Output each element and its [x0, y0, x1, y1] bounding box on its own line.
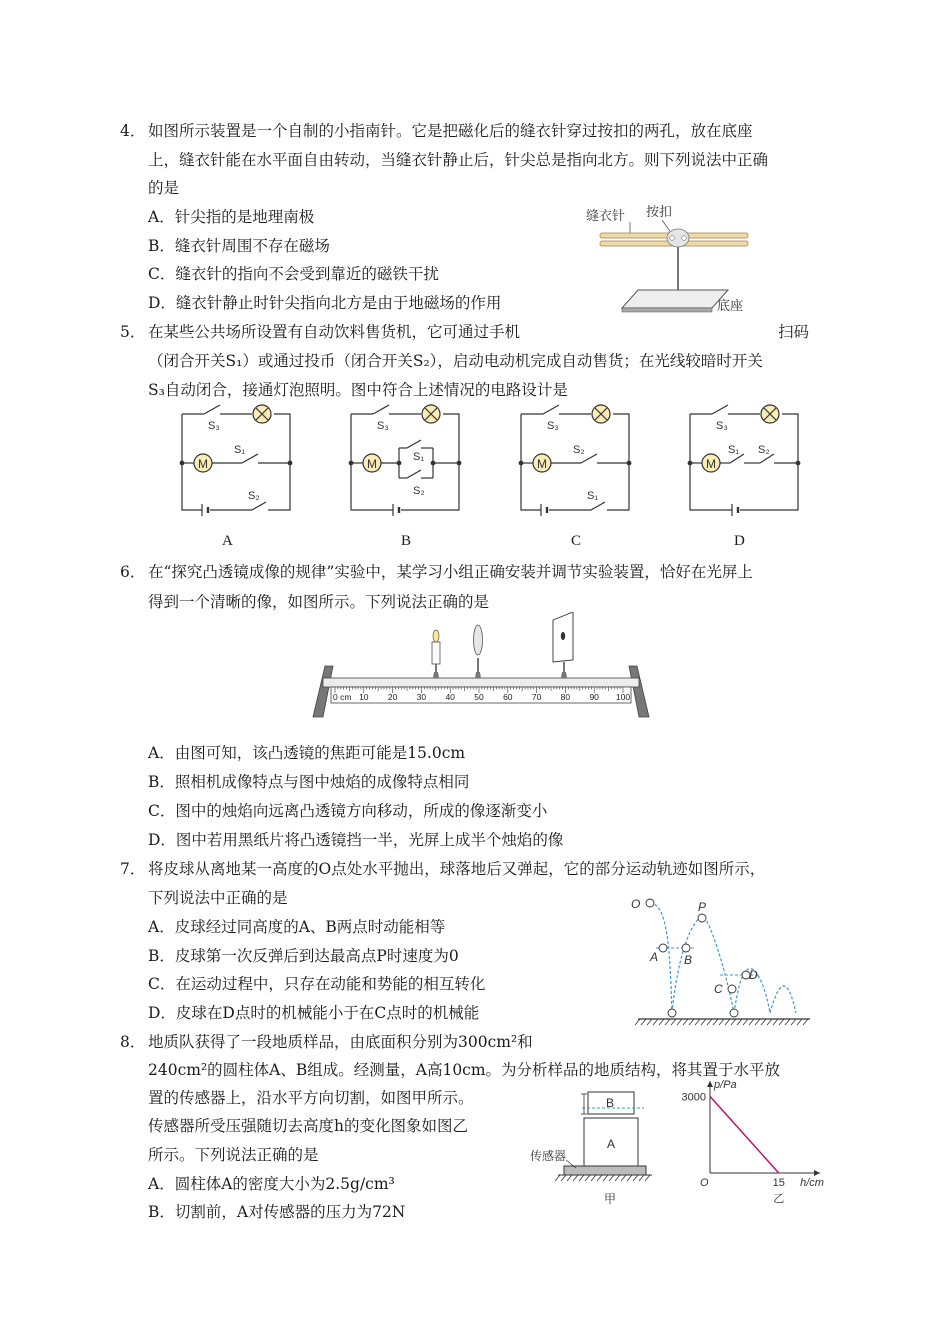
bench-rail — [323, 678, 639, 687]
ruler-tick-label: 80 — [560, 692, 571, 702]
base-label: 底座 — [717, 298, 744, 313]
svg-text:S₁: S₁ — [728, 444, 740, 456]
needle-label: 缝衣针 — [586, 208, 626, 223]
q5-number: 5． — [120, 323, 146, 341]
switch-top-label: S₃ — [208, 420, 220, 432]
sensor-plate — [564, 1166, 646, 1175]
q6-option-b: B．照相机成像特点与图中烛焰的成像特点相同 — [148, 773, 470, 791]
q8-option-b: B．切割前，A对传感器的压力为72N — [148, 1203, 406, 1221]
svg-text:S₂: S₂ — [573, 444, 585, 456]
ruler-tick-label: 0 cm — [333, 692, 352, 702]
x-tick-label: 15 — [772, 1177, 785, 1189]
q4-option-d: D．缝衣针静止时针尖指向北方是由于地磁场的作用 — [148, 294, 502, 312]
q7-option-b: B．皮球第一次反弹后到达最高点P时速度为0 — [148, 947, 459, 965]
circuit-a — [172, 398, 297, 523]
q7-stem-line-2: 下列说法中正确的是 — [148, 889, 288, 907]
sensor-figure — [528, 1086, 658, 1208]
svg-text:S₃: S₃ — [716, 420, 728, 432]
point-a — [659, 944, 667, 952]
q6-stem-line-1: 在“探究凸透镜成像的规律”实验中，某学习小组正确安装并调节实验装置，恰好在光屏上 — [148, 563, 753, 581]
screen-image — [561, 632, 565, 640]
base-plate — [622, 290, 728, 308]
x-axis-label: h/cm — [800, 1177, 824, 1189]
q4-option-c: C．缝衣针的指向不会受到靠近的磁铁干扰 — [148, 265, 439, 283]
q5-stem-line-2: （闭合开关S₁）或通过投币（闭合开关S₂），启动电动机完成自动售货；在光线较暗时开关 — [148, 352, 763, 370]
svg-text:S₂: S₂ — [413, 485, 425, 497]
origin-label: O — [700, 1177, 709, 1189]
q4-option-b: B．缝衣针周围不存在磁场 — [148, 237, 330, 255]
q6-option-c: C．图中的烛焰向远离凸透镜方向移动，所成的像逐渐变小 — [148, 802, 548, 820]
svg-text:S₃: S₃ — [377, 420, 389, 432]
q8-stem-line-3: 置的传感器上，沿水平方向切割，如图甲所示。 — [148, 1089, 474, 1107]
q6-number: 6． — [120, 563, 146, 581]
circuit-c — [511, 398, 636, 523]
q8-stem-line-4: 传感器所受压强随切去高度h的变化图象如图乙 — [148, 1117, 468, 1135]
svg-text:P: P — [698, 900, 707, 914]
q7-stem-line-1: 将皮球从离地某一高度的O点处水平抛出，球落地后又弹起，它的部分运动轨迹如图所示， — [148, 860, 766, 878]
candle-flame — [433, 630, 439, 642]
y-tick-label: 3000 — [681, 1091, 706, 1104]
optical-bench — [305, 612, 657, 722]
q4-stem-line-1: 如图所示装置是一个自制的小指南针。它是把磁化后的缝衣针穿过按扣的两孔，放在底座 — [148, 122, 753, 140]
circuit-c-caption: C — [571, 533, 582, 549]
ruler-tick-label: 10 — [359, 692, 369, 702]
svg-text:A: A — [607, 1137, 616, 1151]
svg-text:S₃: S₃ — [547, 420, 559, 432]
bounce-figure — [628, 893, 818, 1028]
q4-option-a: A．针尖指的是地理南极 — [148, 208, 315, 226]
point-c — [728, 985, 736, 993]
svg-text:S₁: S₁ — [587, 490, 599, 502]
candle — [432, 642, 440, 664]
svg-text:D: D — [749, 968, 758, 982]
svg-text:M: M — [706, 457, 716, 471]
svg-text:C: C — [714, 982, 723, 996]
q7-option-a: A．皮球经过同高度的A、B两点时动能相等 — [148, 918, 446, 936]
ruler-tick-label: 50 — [474, 692, 484, 702]
ruler-tick-label: 100 — [615, 692, 631, 702]
svg-text:S₂: S₂ — [758, 444, 770, 456]
svg-text:M: M — [367, 457, 377, 471]
ruler-tick-label: 20 — [387, 692, 398, 702]
q8-stem-line-1: 地质队获得了一段地质样品，由底面积分别为300cm²和 — [148, 1033, 533, 1051]
circuit-b-caption: B — [401, 533, 412, 549]
q7-option-d: D．皮球在D点时的机械能小于在C点时的机械能 — [148, 1004, 480, 1022]
circuit-a-caption: A — [222, 533, 233, 549]
ruler-tick-label: 60 — [503, 692, 513, 702]
q7-option-c: C．在运动过程中，只存在动能和势能的相互转化 — [148, 975, 486, 993]
q4-stem-line-3: 的是 — [148, 179, 180, 197]
svg-text:传感器: 传感器 — [530, 1149, 567, 1163]
svg-text:M: M — [537, 457, 547, 471]
compass-figure — [580, 198, 770, 318]
ruler-tick-label: 70 — [531, 692, 542, 702]
circuit-d — [680, 398, 805, 523]
pressure-chart — [680, 1075, 830, 1210]
q8-number: 8． — [120, 1033, 146, 1051]
q8-stem-line-2: 240cm²的圆柱体A、B组成。经测量，A高10cm。为分析样品的地质结构，将其置于水平放 — [148, 1061, 781, 1079]
x-axis-arrow — [814, 1170, 820, 1176]
circuit-d-caption: D — [734, 533, 745, 549]
ruler-tick-label: 30 — [416, 692, 427, 702]
q4-stem-line-2: 上，缝衣针能在水平面自由转动，当缝衣针静止后，针尖总是指向北方。则下列说法中正确 — [148, 151, 769, 169]
point-b — [682, 944, 690, 952]
convex-lens — [474, 625, 483, 655]
y-axis-arrow — [707, 1081, 713, 1087]
svg-text:O: O — [631, 897, 641, 911]
chart-caption: 乙 — [773, 1193, 785, 1205]
q4-number: 4． — [120, 122, 146, 140]
svg-text:B: B — [606, 1096, 615, 1110]
q8-stem-line-5: 所示。下列说法正确的是 — [148, 1146, 319, 1164]
point-p — [698, 914, 706, 922]
switch-mid-label: S₁ — [234, 444, 246, 456]
q5-stem-line-1-end: 扫码 — [778, 323, 810, 341]
q6-stem-line-2: 得到一个清晰的像，如图所示。下列说法正确的是 — [148, 593, 490, 611]
svg-text:B: B — [684, 953, 693, 967]
y-axis-label: p/Pa — [714, 1079, 737, 1091]
motor-label: M — [198, 457, 208, 471]
ruler-tick-label: 90 — [589, 692, 599, 702]
button-label: 按扣 — [646, 204, 673, 219]
svg-text:A: A — [650, 950, 659, 964]
q6-option-a: A．由图可知，该凸透镜的焦距可能是15.0cm — [148, 744, 466, 762]
point-o — [646, 899, 654, 907]
ruler-tick-label: 40 — [445, 692, 455, 702]
q6-option-d: D．图中若用黑纸片将凸透镜挡一半，光屏上成半个烛焰的像 — [148, 831, 564, 849]
q5-stem-line-3: S₃自动闭合，接通灯泡照明。图中符合上述情况的电路设计是 — [148, 381, 568, 399]
switch-bot-label: S₂ — [248, 490, 260, 502]
pressure-series-line — [710, 1096, 779, 1173]
circuit-b — [341, 398, 466, 523]
q8-option-a: A．圆柱体A的密度大小为2.5g/cm³ — [148, 1175, 395, 1193]
q7-number: 7． — [120, 860, 146, 878]
svg-text:S₁: S₁ — [413, 451, 425, 463]
svg-text:甲: 甲 — [604, 1192, 617, 1206]
q5-stem-line-1: 在某些公共场所设置有自动饮料售货机，它可通过手机 — [148, 323, 521, 341]
